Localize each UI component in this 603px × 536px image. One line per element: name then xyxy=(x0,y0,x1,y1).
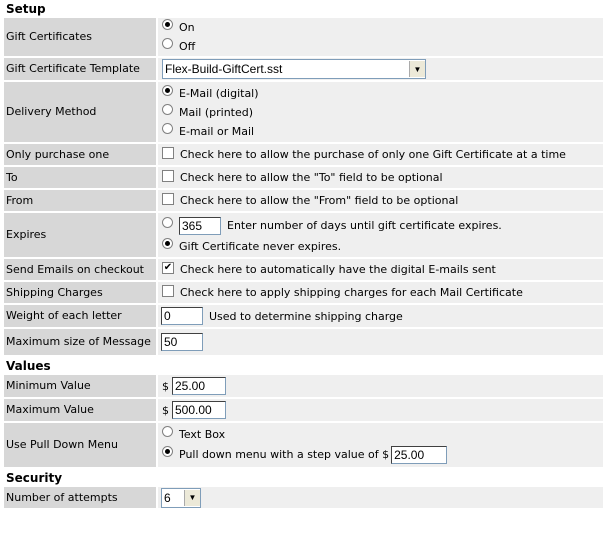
radio-off[interactable] xyxy=(162,38,173,49)
radio-expires-days[interactable] xyxy=(162,217,173,228)
template-select-value: Flex-Build-GiftCert.sst xyxy=(165,62,283,76)
radio-never-expires[interactable] xyxy=(162,238,173,249)
radio-email-digital[interactable] xyxy=(162,85,173,96)
radio-email-label: E-Mail (digital) xyxy=(179,86,259,100)
radio-option-email-or-mail[interactable] xyxy=(162,122,603,141)
minimum-value-inline xyxy=(162,377,603,395)
only-purchase-one-checkbox[interactable] xyxy=(162,147,174,159)
send-emails-cell xyxy=(158,259,603,280)
row-shipping-charges xyxy=(4,282,603,303)
template-select[interactable] xyxy=(162,59,426,79)
row-from xyxy=(4,190,603,211)
text-box-label: Text Box xyxy=(179,427,226,441)
label-expires: Expires xyxy=(4,213,156,257)
label-only-purchase-one: Only purchase one xyxy=(4,144,156,165)
radio-option-mail[interactable] xyxy=(162,103,603,122)
chevron-down-icon[interactable]: ▼ xyxy=(184,490,200,506)
section-title-setup: Setup xyxy=(6,2,46,16)
radio-off-label: Off xyxy=(179,40,196,53)
label-max-message: Maximum size of Message xyxy=(4,329,156,355)
radio-mail-printed[interactable] xyxy=(162,104,173,115)
row-expires xyxy=(4,213,603,257)
minimum-value-cell xyxy=(158,375,603,397)
weight-hint: Used to determine shipping charge xyxy=(209,309,403,323)
gift-certificates-options xyxy=(158,18,603,56)
shipping-charges-option xyxy=(162,283,603,302)
expires-days-text: Enter number of days until gift certificate expires. xyxy=(227,219,502,232)
label-shipping-charges: Shipping Charges xyxy=(4,282,156,303)
radio-on[interactable] xyxy=(162,19,173,30)
row-maximum-value xyxy=(4,399,603,421)
row-delivery-method xyxy=(4,82,603,142)
pull-down-label: Pull down menu with a step value of $ xyxy=(179,448,390,461)
row-to xyxy=(4,167,603,188)
pull-down-option xyxy=(162,444,603,466)
label-send-emails: Send Emails on checkout xyxy=(4,259,156,280)
radio-email-or-mail[interactable] xyxy=(162,123,173,134)
shipping-charges-checkbox[interactable] xyxy=(162,285,174,297)
row-weight xyxy=(4,305,603,327)
maximum-currency: $ xyxy=(162,403,169,417)
expires-days-input[interactable]: 365 xyxy=(179,217,221,235)
label-delivery-method: Delivery Method xyxy=(4,82,156,142)
radio-pull-down[interactable] xyxy=(162,446,173,457)
pull-down-cell xyxy=(158,423,603,467)
row-only-purchase-one xyxy=(4,144,603,165)
only-purchase-one-text: Check here to allow the purchase of only one Gift Certificate at a time xyxy=(180,148,566,161)
to-option xyxy=(162,168,603,187)
label-from: From xyxy=(4,190,156,211)
from-optional-checkbox[interactable] xyxy=(162,193,174,205)
expires-cell xyxy=(158,213,603,257)
template-cell xyxy=(158,58,603,80)
label-gift-certificates: Gift Certificates xyxy=(4,18,156,56)
minimum-value-input[interactable]: 25.00 xyxy=(172,377,226,395)
max-message-cell xyxy=(158,329,603,355)
attempts-cell xyxy=(158,487,603,508)
radio-option-email[interactable] xyxy=(162,84,603,103)
radio-on-label: On xyxy=(179,21,195,34)
row-minimum-value xyxy=(4,375,603,397)
radio-email-or-mail-label: E-mail or Mail xyxy=(179,124,255,138)
radio-text-box[interactable] xyxy=(162,426,173,437)
weight-cell xyxy=(158,305,603,327)
radio-option-on[interactable] xyxy=(162,18,603,37)
minimum-currency: $ xyxy=(162,379,169,393)
attempts-select[interactable] xyxy=(161,488,201,508)
to-optional-text: Check here to allow the "To" field to be optional xyxy=(180,171,443,184)
radio-option-off[interactable] xyxy=(162,37,603,56)
label-pull-down-menu: Use Pull Down Menu xyxy=(4,423,156,467)
shipping-charges-cell xyxy=(158,282,603,303)
section-title-values: Values xyxy=(6,359,51,373)
row-max-message xyxy=(4,329,603,355)
label-template: Gift Certificate Template xyxy=(4,58,156,80)
step-value-input[interactable]: 25.00 xyxy=(391,446,447,464)
send-emails-text: Check here to automatically have the digital E-mails sent xyxy=(180,263,496,276)
from-option xyxy=(162,191,603,210)
row-pull-down-menu xyxy=(4,423,603,467)
label-maximum-value: Maximum Value xyxy=(4,399,156,421)
shipping-charges-text: Check here to apply shipping charges for each Mail Certificate xyxy=(180,286,523,299)
weight-inline xyxy=(162,307,603,325)
maximum-value-input[interactable]: 500.00 xyxy=(172,401,226,419)
row-send-emails xyxy=(4,259,603,280)
from-optional-text: Check here to allow the "From" field to be optional xyxy=(180,194,459,207)
only-purchase-one-option xyxy=(162,145,603,164)
weight-input[interactable]: 0 xyxy=(161,307,203,325)
label-attempts: Number of attempts xyxy=(4,487,156,508)
label-weight: Weight of each letter xyxy=(4,305,156,327)
attempts-select-value: 6 xyxy=(164,490,171,505)
never-expires-text: Gift Certificate never expires. xyxy=(179,239,342,253)
text-box-option[interactable] xyxy=(162,425,603,444)
label-to: To xyxy=(4,167,156,188)
only-purchase-one-cell xyxy=(158,144,603,165)
max-message-input[interactable]: 50 xyxy=(161,333,203,351)
label-minimum-value: Minimum Value xyxy=(4,375,156,397)
expires-never-option[interactable] xyxy=(162,237,603,256)
expires-days-option xyxy=(162,215,603,237)
radio-mail-label: Mail (printed) xyxy=(179,105,254,119)
from-cell xyxy=(158,190,603,211)
row-gift-certificates xyxy=(4,18,603,56)
row-attempts xyxy=(4,487,603,508)
row-template xyxy=(4,58,603,80)
delivery-method-options xyxy=(158,82,603,142)
send-emails-checkbox[interactable]: ✔ xyxy=(163,261,173,273)
maximum-value-cell xyxy=(158,399,603,421)
send-emails-option xyxy=(162,260,603,279)
chevron-down-icon[interactable]: ▼ xyxy=(409,61,425,77)
to-optional-checkbox[interactable] xyxy=(162,170,174,182)
to-cell xyxy=(158,167,603,188)
maximum-value-inline xyxy=(162,401,603,419)
section-title-security: Security xyxy=(6,471,63,485)
